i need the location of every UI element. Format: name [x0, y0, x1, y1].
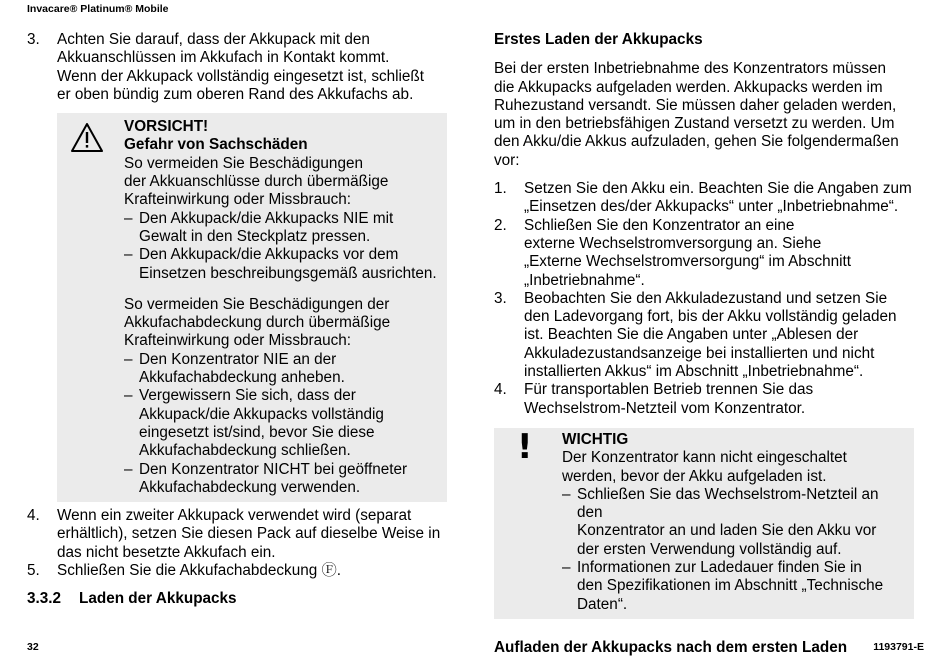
section-title: Laden der Akkupacks	[79, 590, 237, 608]
text-line: Wenn der Akkupack vollständig eingesetzt ist, schließt	[57, 67, 425, 85]
heading-first-charge: Erstes Laden der Akkupacks	[494, 31, 703, 48]
step-4	[27, 507, 447, 562]
text-line: Für transportablen Betrieb trennen Sie das	[524, 381, 814, 399]
step-number: 2.	[494, 216, 507, 234]
text-line: Krafteinwirkung oder Missbrauch:	[124, 191, 352, 209]
dash-marker: –	[124, 209, 133, 227]
caution-bullet	[124, 210, 437, 247]
text-line: den Spezifikationen im Abschnitt „Technische	[577, 577, 884, 595]
text-line: „Inbetriebnahme“.	[524, 271, 645, 289]
section-heading	[27, 590, 447, 608]
dash-marker: –	[562, 559, 571, 577]
text-line: die Akkupacks aufgeladen werden. Akkupacks werden im	[494, 78, 883, 96]
text-line: Beobachten Sie den Akkuladezustand und setzen Sie	[524, 289, 888, 307]
text-line: Einsetzen beschreibungsgemäß ausrichten.	[139, 264, 437, 282]
text-line: den Ladevorgang fort, bis der Akku vollständig geladen	[524, 308, 897, 326]
important-title: WICHTIG	[562, 430, 629, 448]
text-line: Schließen Sie das Wechselstrom-Netzteil an den	[577, 485, 879, 522]
dash-marker: –	[562, 485, 571, 503]
text-line: „Einsetzen des/der Akkupacks“ unter „Inbetriebnahme“.	[524, 198, 899, 216]
step-number: 5.	[27, 562, 40, 580]
text-line: Achten Sie darauf, dass der Akkupack mit den	[57, 31, 370, 48]
step-number: 1.	[494, 180, 507, 198]
text-line: Krafteinwirkung oder Missbrauch:	[124, 332, 352, 350]
charge-step-3	[494, 290, 914, 381]
caution-subtitle: Gefahr von Sachschäden	[124, 136, 308, 154]
step-number: 4.	[27, 507, 40, 525]
dash-marker: –	[124, 246, 133, 264]
text-line: Der Konzentrator kann nicht eingeschaltet	[562, 449, 847, 467]
text-line: der ersten Verwendung vollständig auf.	[577, 540, 842, 558]
text-line: externe Wechselstromversorgung an. Siehe	[524, 234, 822, 252]
text-line: Schließen Sie die Akkufachabdeckung Ⓕ.	[57, 562, 342, 580]
text-line: Akkuladezustandsanzeige bei installierten und nicht	[524, 344, 875, 362]
intro-paragraph	[494, 60, 914, 170]
caution-box	[57, 113, 447, 502]
dash-marker: –	[124, 387, 133, 405]
text-line: Ruhezustand versandt. Sie müssen daher geladen werden,	[494, 96, 897, 114]
text-line: Den Konzentrator NIE an der	[139, 350, 337, 368]
text-line: Akkufachabdeckung durch übermäßige	[124, 314, 391, 332]
caution-bullet	[124, 461, 437, 498]
text-line: eingesetzt ist/sind, bevor Sie diese	[139, 423, 375, 441]
running-header: Invacare® Platinum® Mobile	[27, 3, 169, 15]
text-line: Bei der ersten Inbetriebnahme des Konzentrators müssen	[494, 60, 886, 78]
text-line: Wechselstrom-Netzteil vom Konzentrator.	[524, 399, 806, 417]
exclamation-icon: !	[517, 426, 533, 467]
important-bullet	[562, 559, 906, 614]
text-line: Akkufachabdeckung schließen.	[139, 442, 351, 460]
warning-triangle-icon	[70, 122, 104, 153]
caution-bullet	[124, 351, 437, 388]
left-column	[27, 31, 447, 609]
charge-step-1	[494, 180, 914, 217]
text-line: Akkuanschlüssen im Akkufach in Kontakt kommt.	[57, 49, 390, 67]
step-5	[27, 562, 447, 580]
step-number: 3.	[494, 289, 507, 307]
text-line: Daten“.	[577, 595, 628, 613]
text-line: „Externe Wechselstromversorgung“ im Abschnitt	[524, 253, 852, 271]
text-line: der Akkuanschlüsse durch übermäßige	[124, 173, 389, 191]
text-line: Akkufachabdeckung verwenden.	[139, 478, 361, 496]
text-line: Informationen zur Ladedauer finden Sie in	[577, 559, 862, 577]
text-line: So vermeiden Sie Beschädigungen	[124, 154, 363, 172]
page-number: 32	[27, 641, 39, 653]
text-line: Den Akkupack/die Akkupacks vor dem	[139, 246, 399, 264]
dash-marker: –	[124, 350, 133, 368]
text-line: Akkufachabdeckung anheben.	[139, 369, 345, 387]
step-number: 4.	[494, 381, 507, 399]
step-3	[27, 31, 447, 104]
caution-bullet	[124, 387, 437, 460]
dash-marker: –	[124, 460, 133, 478]
step-number: 3.	[27, 31, 40, 48]
charge-step-4	[494, 381, 914, 418]
text-line: er oben bündig zum oberen Rand des Akkufachs ab.	[57, 85, 414, 103]
text-line: So vermeiden Sie Beschädigungen der	[124, 295, 390, 313]
text-line: den Akku/die Akkus aufzuladen, gehen Sie folgendermaßen	[494, 133, 899, 151]
important-bullet	[562, 486, 906, 559]
important-box	[494, 428, 914, 619]
text-line: werden, bevor der Akku aufgeladen ist.	[562, 467, 827, 485]
text-line: ist. Beachten Sie die Angaben unter „Ablesen der	[524, 326, 859, 344]
text-line: das nicht besetzte Akkufach ein.	[57, 543, 276, 561]
caution-title: VORSICHT!	[124, 118, 209, 136]
text-line: installierten Akkus“ im Abschnitt „Inbetriebnahme“.	[524, 363, 864, 381]
text-line: Wenn ein zweiter Akkupack verwendet wird (separat	[57, 507, 412, 525]
text-line: Gewalt in den Steckplatz pressen.	[139, 227, 371, 245]
text-line: um in den betriebsfähigen Zustand versetzt zu werden. Um	[494, 115, 895, 133]
caution-bullet	[124, 246, 437, 283]
section-number: 3.3.2	[27, 590, 62, 608]
right-column	[494, 31, 914, 657]
text-line: Den Akkupack/die Akkupacks NIE mit	[139, 209, 394, 227]
heading-subsequent-charge: Aufladen der Akkupacks nach dem ersten Laden	[494, 638, 848, 656]
document-id: 1193791-E	[873, 641, 924, 653]
text-line: erhältlich), setzen Sie diesen Pack auf dieselbe Weise in	[57, 525, 441, 543]
text-line: Setzen Sie den Akku ein. Beachten Sie die Angaben zum	[524, 180, 912, 198]
text-line: Akkupack/die Akkupacks vollständig	[139, 405, 384, 423]
text-line: Den Konzentrator NICHT bei geöffneter	[139, 460, 408, 478]
text-line: Konzentrator an und laden Sie den Akku vor	[577, 522, 877, 540]
text-line: Vergewissern Sie sich, dass der	[139, 387, 356, 405]
text-line: vor:	[494, 151, 520, 169]
text-line: Schließen Sie den Konzentrator an eine	[524, 216, 795, 234]
charge-step-2	[494, 217, 914, 290]
